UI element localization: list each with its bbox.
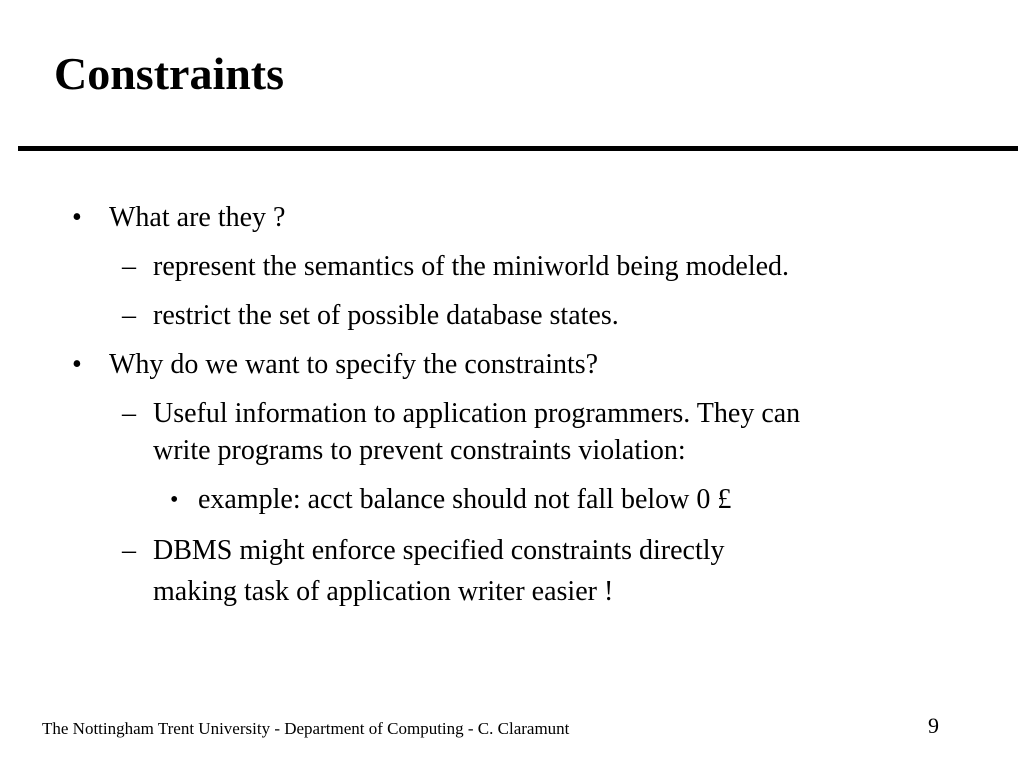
sub-sub-bullet-text: example: acct balance should not fall below 0 £ <box>198 484 732 515</box>
sub-bullet-marker: – <box>122 300 136 331</box>
sub-bullet-text: restrict the set of possible database states. <box>153 300 619 331</box>
sub-bullet-marker: – <box>122 398 136 429</box>
sub-sub-bullet-marker: • <box>170 487 179 513</box>
slide-footer: The Nottingham Trent University - Department of Computing - C. Claramunt <box>42 719 570 738</box>
page-number: 9 <box>928 713 939 738</box>
bullet-marker: • <box>72 349 82 380</box>
sub-bullet-text: represent the semantics of the miniworld being modeled. <box>153 251 790 282</box>
bullet-text: What are they ? <box>109 202 286 233</box>
sub-bullet-marker: – <box>122 535 136 566</box>
sub-bullet-text-line-1: Useful information to application programmers. They can <box>153 398 801 429</box>
slide-title: Constraints <box>54 48 285 99</box>
sub-bullet-marker: – <box>122 251 136 282</box>
bullet-marker: • <box>72 202 82 233</box>
sub-bullet-text-line-1: DBMS might enforce specified constraints directly <box>153 535 725 566</box>
bullet-text: Why do we want to specify the constraints? <box>109 349 599 380</box>
sub-bullet-text-line-2: making task of application writer easier ! <box>153 576 614 607</box>
sub-bullet-text-line-2: write programs to prevent constraints violation: <box>153 435 686 466</box>
